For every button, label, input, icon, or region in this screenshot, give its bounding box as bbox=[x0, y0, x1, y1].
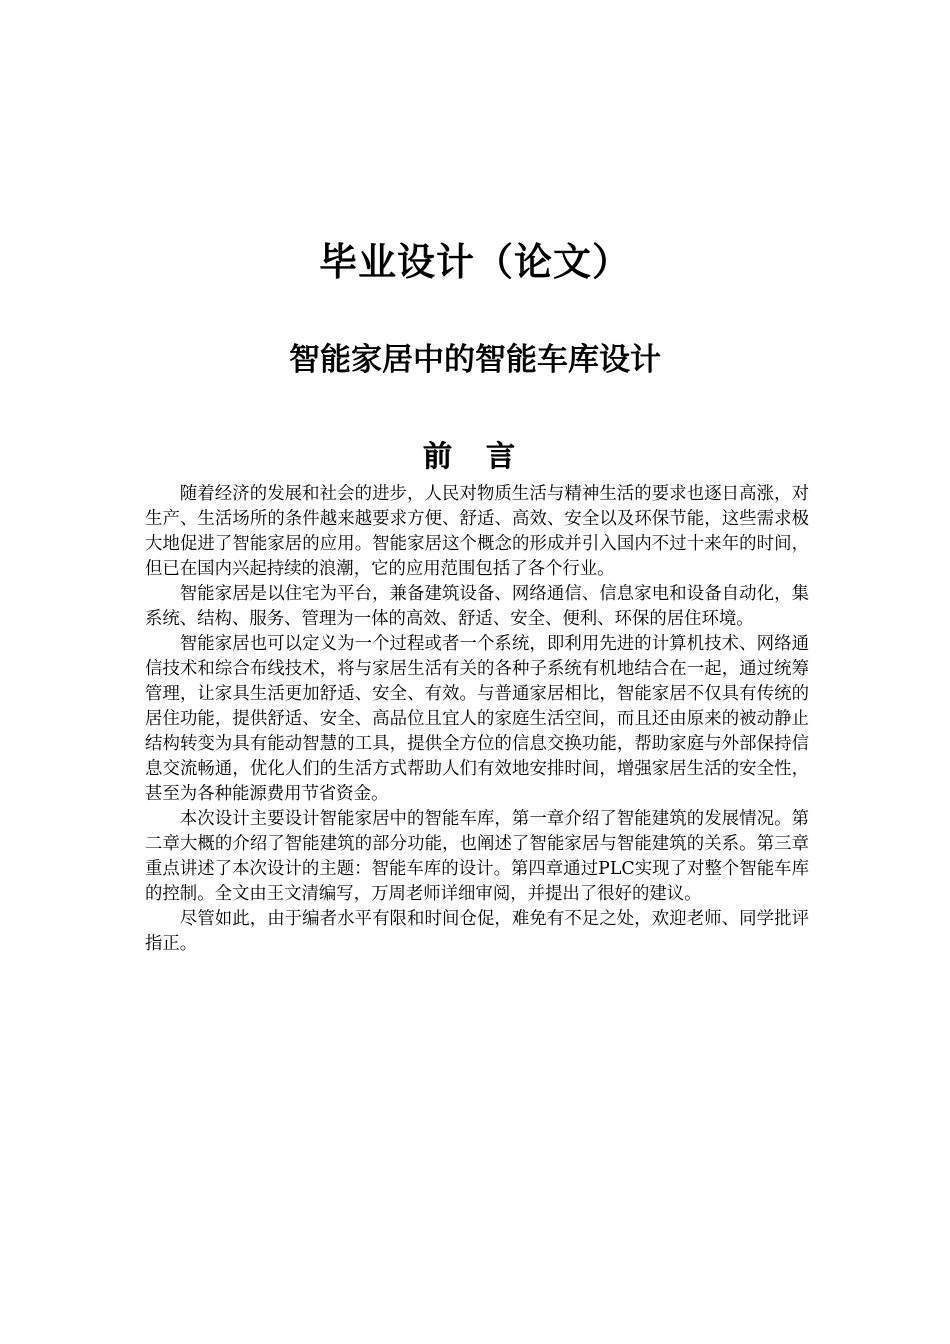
preface-paragraph-1: 随着经济的发展和社会的进步，人民对物质生活与精神生活的要求也逐日高涨，对生产、生活场所的条件越来越要求方便、舒适、高效、安全以及环保节能，这些需求极大地促进了智能家居的应用。智能家居这个概念的形成并引入国内不过十来年的时间，但已在国内兴起持续的浪潮，它的应用范围包括了各个行业。 bbox=[145, 484, 809, 579]
thesis-title: 智能家居中的智能车库设计 bbox=[289, 342, 661, 378]
preface-paragraph-2: 智能家居是以住宅为平台，兼备建筑设备、网络通信、信息家电和设备自动化，集系统、结构、服务、管理为一体的高效、舒适、安全、便利、环保的居住环境。 bbox=[145, 584, 809, 629]
main-title: 毕业设计（论文） bbox=[318, 240, 631, 284]
preface-paragraph-5: 尽管如此，由于编者水平有限和时间仓促，难免有不足之处，欢迎老师、同学批评指正。 bbox=[145, 909, 809, 954]
preface-body bbox=[145, 482, 809, 957]
preface-paragraph-3: 智能家居也可以定义为一个过程或者一个系统，即利用先进的计算机技术、网络通信技术和综合布线技术，将与家居生活有关的各种子系统有机地结合在一起，通过统筹管理，让家具生活更加舒适、安全、有效。与普通家居相比，智能家居不仅具有传统的居住功能，提供舒适、安全、高品位且宜人的家庭生活空间，而且还由原来的被动静止结构转变为具有能动智慧的工具，提供全方位的信息交换功能，帮助家庭与外部保持信息交流畅通，优化人们的生活方式帮助人们有效地安排时间，增强家居生活的安全性，甚至为各种能源费用节省资金。 bbox=[145, 634, 809, 804]
preface-paragraph-4: 本次设计主要设计智能家居中的智能车库，第一章介绍了智能建筑的发展情况。第二章大概的介绍了智能建筑的部分功能，也阐述了智能家居与智能建筑的关系。第三章重点讲述了本次设计的主题：智能车库的设计。第四章通过PLC实现了对整个智能车库的控制。全文由王文清编写，万周老师详细审阅，并提出了很好的建议。 bbox=[145, 809, 809, 904]
preface-heading: 前 言 bbox=[422, 439, 528, 473]
